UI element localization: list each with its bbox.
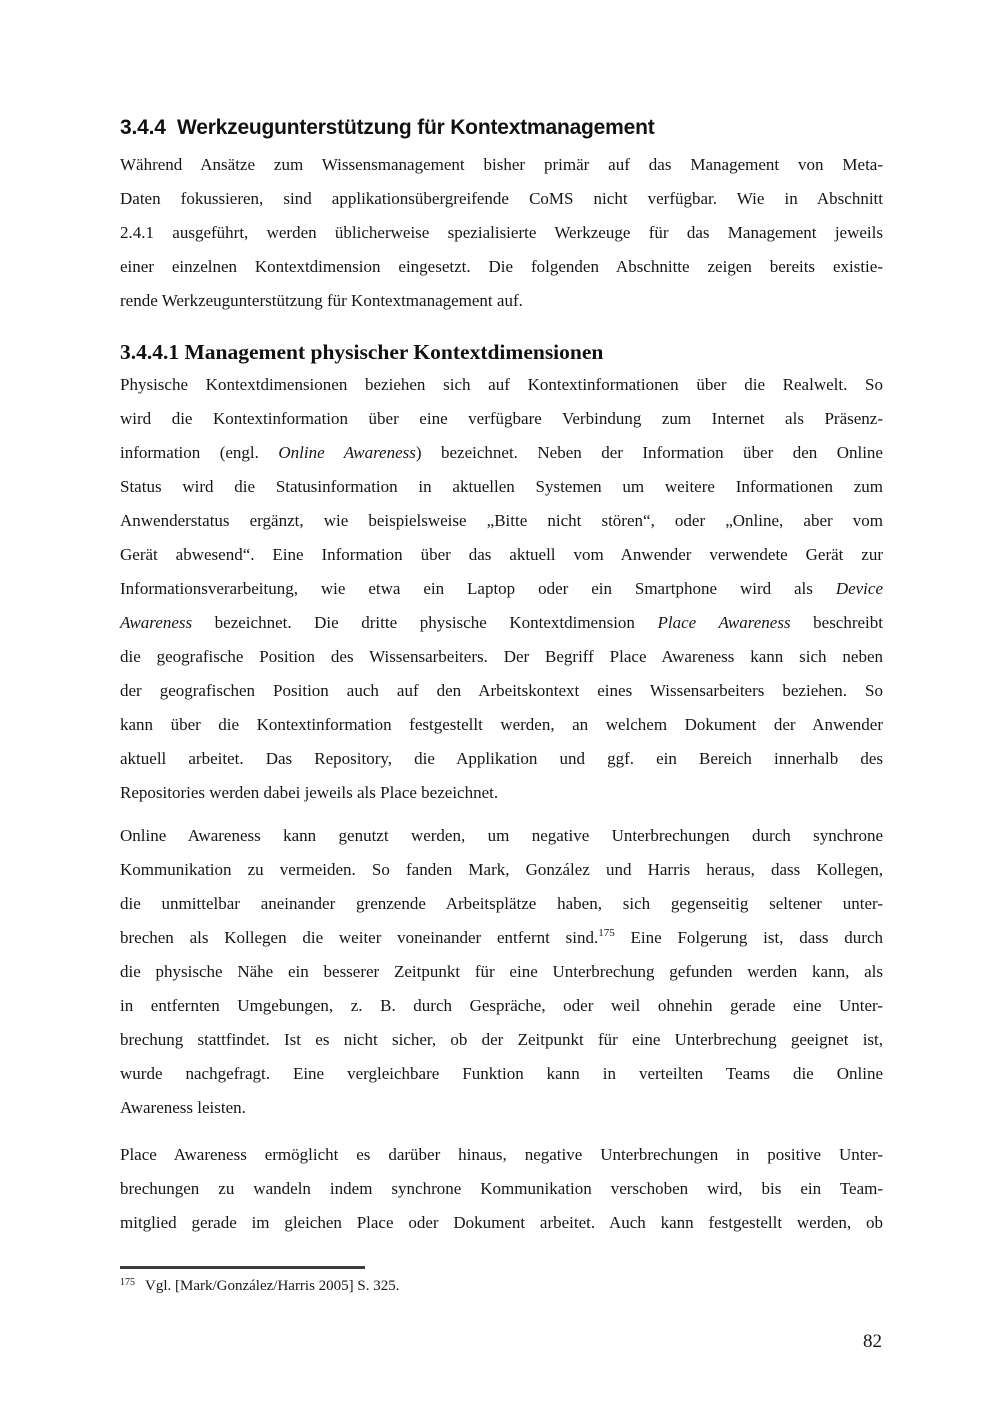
text-segment: brechen als Kollegen die weiter voneinander entfernt sind. bbox=[120, 928, 599, 947]
paragraph-physische-kontextdimensionen bbox=[120, 368, 883, 810]
text-line bbox=[120, 572, 883, 606]
subsection-heading: 3.4.4.1 Management physischer Kontextdimensionen bbox=[120, 340, 604, 364]
text-line bbox=[120, 989, 883, 1023]
text-segment: Kommunikation zu vermeiden. So fanden Mark, González und Harris heraus, dass Kollegen, bbox=[120, 860, 883, 879]
text-line bbox=[120, 1206, 883, 1240]
text-segment: bezeichnet. Die dritte physische Kontextdimension bbox=[192, 613, 658, 632]
text-segment: die unmittelbar aneinander grenzende Arbeitsplätze haben, sich gegenseitig seltener unter- bbox=[120, 894, 883, 913]
footnote-separator bbox=[120, 1266, 365, 1269]
text-segment: einer einzelnen Kontextdimension eingesetzt. Die folgenden Abschnitte zeigen bereits existie- bbox=[120, 257, 883, 276]
text-line bbox=[120, 1172, 883, 1206]
text-segment: beschreibt bbox=[790, 613, 884, 632]
text-segment: Place Awareness ermöglicht es darüber hinaus, negative Unterbrechungen in positive Unter- bbox=[120, 1145, 883, 1164]
text-segment: Daten fokussieren, sind applikationsübergreifende CoMS nicht verfügbar. Wie in Abschnitt bbox=[120, 189, 883, 208]
text-column bbox=[120, 0, 883, 1296]
text-segment: information (engl. bbox=[120, 443, 279, 462]
text-line bbox=[120, 1023, 883, 1057]
paragraph-intro bbox=[120, 148, 883, 318]
text-line bbox=[120, 606, 883, 640]
text-line bbox=[120, 182, 883, 216]
text-segment: Online Awareness kann genutzt werden, um negative Unterbrechungen durch synchrone bbox=[120, 826, 883, 845]
text-segment: mitglied gerade im gleichen Place oder Dokument arbeitet. Auch kann festgestellt werden, ob bbox=[120, 1213, 883, 1232]
text-segment: Physische Kontextdimensionen beziehen sich auf Kontextinformationen über die Realwelt. So bbox=[120, 375, 883, 394]
text-line bbox=[120, 776, 883, 810]
emphasized-text: Online Awareness bbox=[278, 443, 416, 462]
text-line bbox=[120, 1138, 883, 1172]
text-line bbox=[120, 284, 883, 318]
section-heading: 3.4.4 Werkzeugunterstützung für Kontextmanagement bbox=[120, 116, 655, 139]
text-segment: 2.4.1 ausgeführt, werden üblicherweise spezialisierte Werkzeuge für das Management jeweils bbox=[120, 223, 883, 242]
text-segment: brechung stattfindet. Ist es nicht sicher, ob der Zeitpunkt für eine Unterbrechung geeignet ist, bbox=[120, 1030, 883, 1049]
footnote-text: Vgl. [Mark/González/Harris 2005] S. 325. bbox=[145, 1278, 400, 1294]
text-segment: die geografische Position des Wissensarbeiters. Der Begriff Place Awareness kann sich neben bbox=[120, 647, 883, 666]
text-segment: Repositories werden dabei jeweils als Place bezeichnet. bbox=[120, 783, 499, 802]
text-line bbox=[120, 708, 883, 742]
text-line bbox=[120, 470, 883, 504]
footnote-marker: 175 bbox=[120, 1277, 135, 1288]
text-line bbox=[120, 436, 883, 470]
emphasized-text: Awareness bbox=[120, 613, 193, 632]
text-line bbox=[120, 1057, 883, 1091]
text-segment: Gerät abwesend“. Eine Information über das aktuell vom Anwender verwendete Gerät zur bbox=[120, 545, 883, 564]
text-line bbox=[120, 853, 883, 887]
text-line bbox=[120, 819, 883, 853]
text-segment: in entfernten Umgebungen, z. B. durch Gespräche, oder weil ohnehin gerade eine Unter- bbox=[120, 996, 883, 1015]
text-segment: wird die Kontextinformation über eine verfügbare Verbindung zum Internet als Präsenz- bbox=[120, 409, 883, 428]
text-line bbox=[120, 674, 883, 708]
text-line bbox=[120, 538, 883, 572]
text-line bbox=[120, 148, 883, 182]
text-line bbox=[120, 921, 883, 955]
page-number: 82 bbox=[863, 1331, 882, 1352]
text-segment: Anwenderstatus ergänzt, wie beispielsweise „Bitte nicht stören“, oder „Online, aber vom bbox=[120, 511, 883, 530]
emphasized-text: Place Awareness bbox=[657, 613, 791, 632]
text-segment: Awareness leisten. bbox=[120, 1098, 246, 1117]
text-segment: Während Ansätze zum Wissensmanagement bisher primär auf das Management von Meta- bbox=[120, 155, 883, 174]
text-line bbox=[120, 216, 883, 250]
text-line bbox=[120, 402, 883, 436]
text-line bbox=[120, 504, 883, 538]
footnote-block bbox=[120, 1266, 883, 1296]
text-segment: Informationsverarbeitung, wie etwa ein Laptop oder ein Smartphone wird als bbox=[120, 579, 836, 598]
text-segment: brechungen zu wandeln indem synchrone Kommunikation verschoben wird, bis ein Team- bbox=[120, 1179, 883, 1198]
footnote bbox=[120, 1276, 883, 1296]
text-segment: Status wird die Statusinformation in aktuellen Systemen um weitere Informationen zum bbox=[120, 477, 883, 496]
text-segment: die physische Nähe ein besserer Zeitpunkt für eine Unterbrechung gefunden werden kann, als bbox=[120, 962, 883, 981]
text-line bbox=[120, 955, 883, 989]
text-segment: Eine Folgerung ist, dass durch bbox=[614, 928, 883, 947]
paragraph-place-awareness bbox=[120, 1138, 883, 1240]
paragraph-online-awareness bbox=[120, 819, 883, 1125]
text-line bbox=[120, 742, 883, 776]
text-segment: der geografischen Position auch auf den Arbeitskontext eines Wissensarbeiters beziehen. So bbox=[120, 681, 883, 700]
emphasized-text: Device bbox=[835, 579, 883, 598]
text-line bbox=[120, 1091, 883, 1125]
footnote-reference: 175 bbox=[598, 927, 615, 939]
text-segment: rende Werkzeugunterstützung für Kontextmanagement auf. bbox=[120, 291, 523, 310]
text-line bbox=[120, 887, 883, 921]
text-segment: aktuell arbeitet. Das Repository, die Applikation und ggf. ein Bereich innerhalb des bbox=[120, 749, 883, 768]
text-segment: kann über die Kontextinformation festgestellt werden, an welchem Dokument der Anwender bbox=[120, 715, 883, 734]
text-line bbox=[120, 368, 883, 402]
text-segment: ) bezeichnet. Neben der Information über den Online bbox=[415, 443, 883, 462]
text-line bbox=[120, 250, 883, 284]
text-line bbox=[120, 640, 883, 674]
text-segment: wurde nachgefragt. Eine vergleichbare Funktion kann in verteilten Teams die Online bbox=[120, 1064, 883, 1083]
